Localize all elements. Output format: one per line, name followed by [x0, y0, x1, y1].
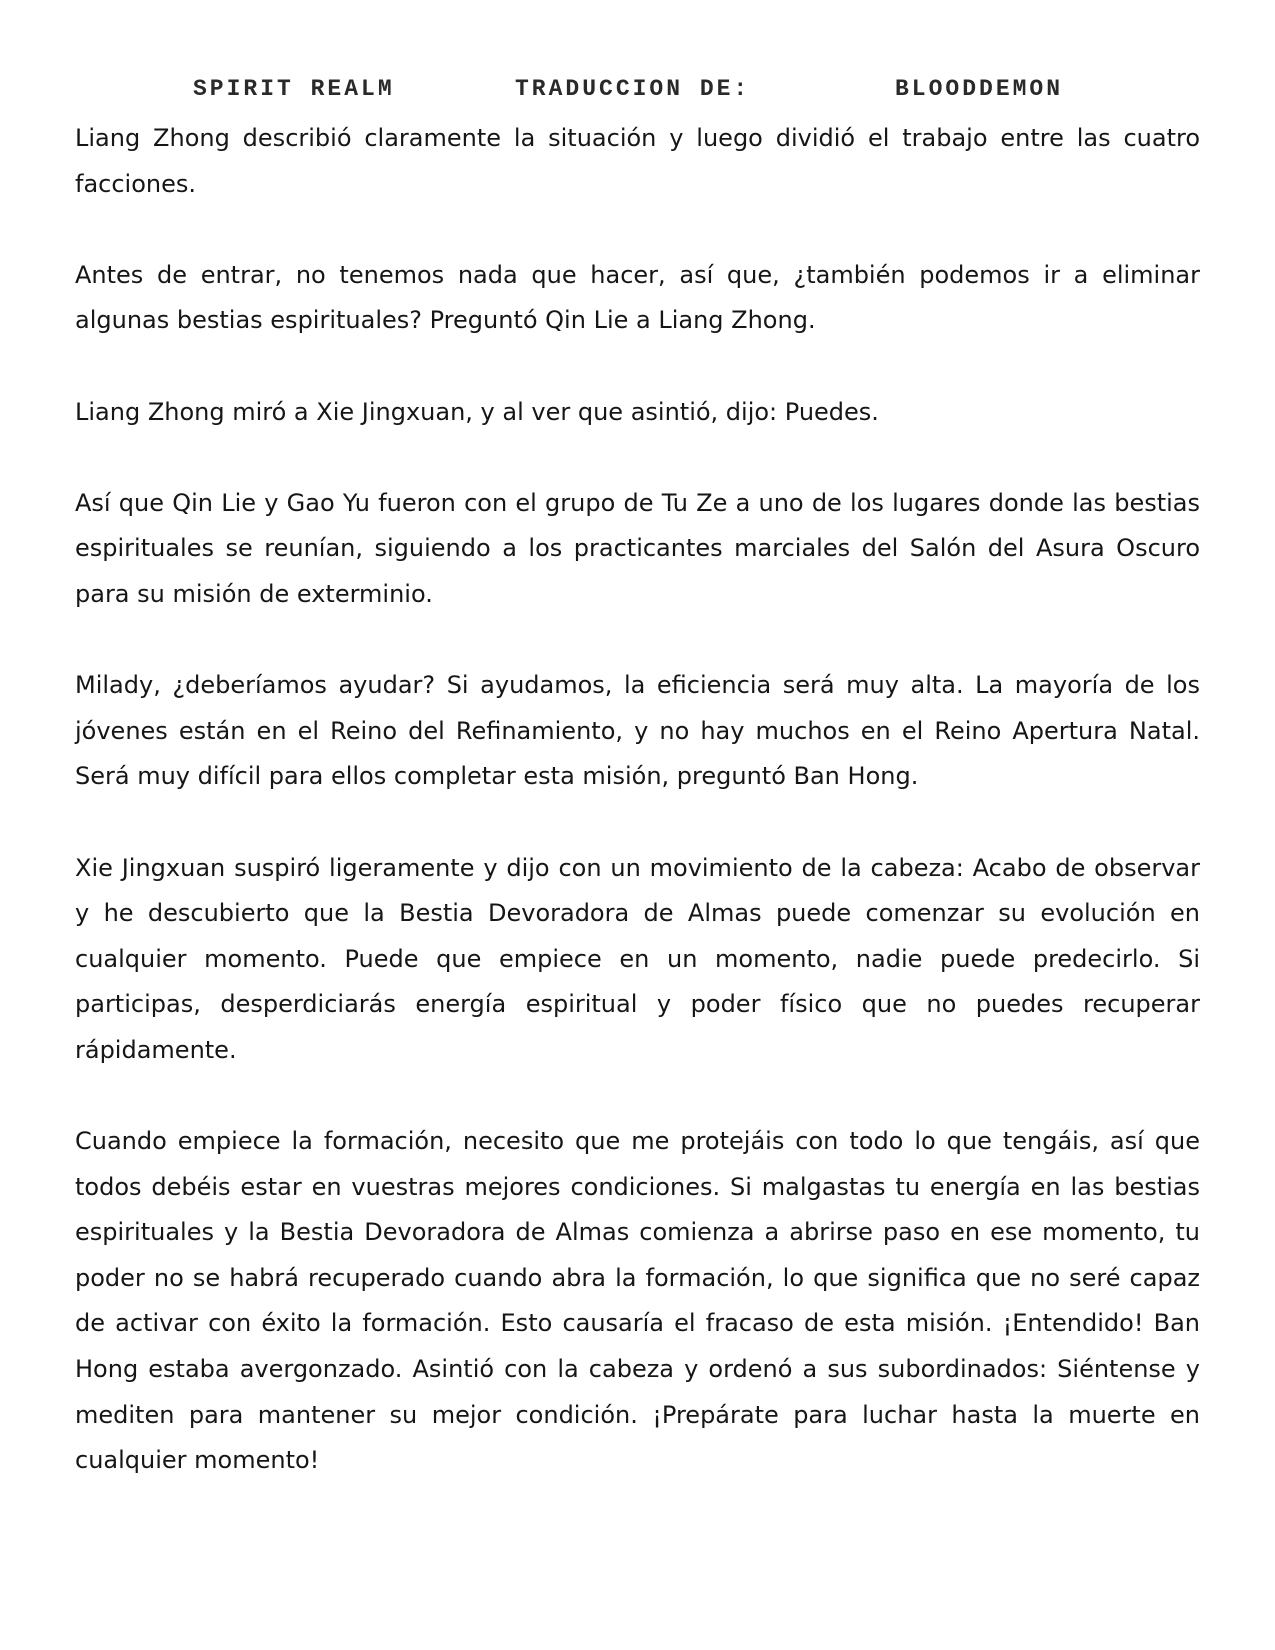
paragraph: Liang Zhong miró a Xie Jingxuan, y al ver que asintió, dijo: Puedes. [75, 397, 879, 426]
header-title: SPIRIT REALM [193, 76, 395, 102]
paragraph: Xie Jingxuan suspiró ligeramente y dijo con un movimiento de la cabeza: Acabo de observar y he descubierto que la Bestia Devoradora de Almas puede comenzar su evolución en cualquier momento. Puede que empiece en un momento, nadie puede predecirlo. Si participas, desperdiciarás energía espiritual y poder físico que no puedes recuperar rápidamente. [75, 853, 1200, 1064]
paragraph: Milady, ¿deberíamos ayudar? Si ayudamos, la eficiencia será muy alta. La mayoría de los jóvenes están en el Reino del Refinamiento, y no hay muchos en el Reino Apertura Natal. Será muy difícil para ellos completar esta misión, preguntó Ban Hong. [75, 671, 1200, 791]
paragraph: Cuando empiece la formación, necesito que me protejáis con todo lo que tengáis, así que todos debéis estar en vuestras mejores condiciones. Si malgastas tu energía en las bestias espirituales y la Bestia Devoradora de Almas comienza a abrirse paso en ese momento, tu poder no se habrá recuperado cuando abra la formación, lo que significa que no seré capaz de activar con éxito la formación. Esto causaría el fracaso de esta misión. ¡Entendido! Ban Hong estaba avergonzado. Asintió con la cabeza y ordenó a sus subordinados: Siéntense y mediten para mantener su mejor condición. ¡Prepárate para luchar hasta la muerte en cualquier momento! [75, 1127, 1200, 1475]
header-translator: BLOODDEMON [895, 76, 1064, 102]
paragraph: Antes de entrar, no tenemos nada que hacer, así que, ¿también podemos ir a eliminar algunas bestias espirituales? Preguntó Qin Lie a Liang Zhong. [75, 260, 1200, 335]
paragraph: Liang Zhong describió claramente la situación y luego dividió el trabajo entre las cuatro facciones. [75, 124, 1200, 198]
document-body [75, 116, 1200, 1484]
header-translation-label: TRADUCCION DE: [515, 76, 751, 102]
page-header [0, 76, 1275, 106]
paragraph: Así que Qin Lie y Gao Yu fueron con el grupo de Tu Ze a uno de los lugares donde las bestias espirituales se reunían, siguiendo a los practicantes marciales del Salón del Asura Oscuro para su misión de exterminio. [75, 488, 1200, 608]
